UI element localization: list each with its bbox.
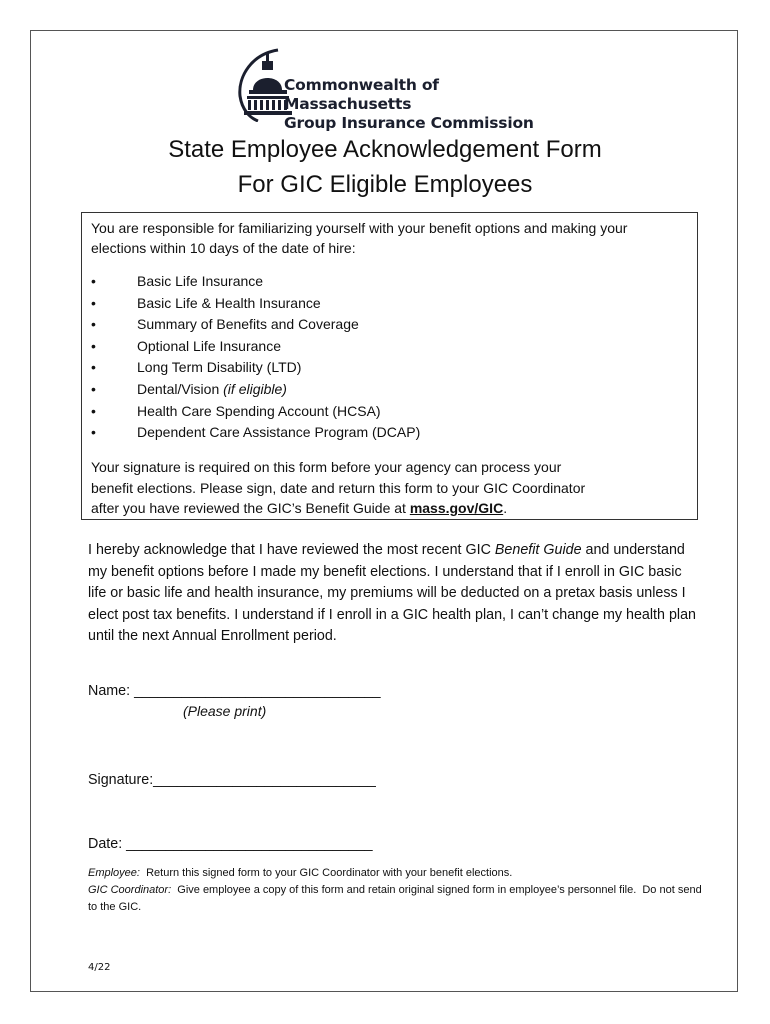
list-item: • Long Term Disability (LTD) — [91, 357, 420, 379]
gic-logo — [238, 44, 558, 132]
bullet-icon: • — [91, 359, 96, 376]
list-item: • Health Care Spending Account (HCSA) — [91, 401, 420, 423]
bullet-icon: • — [91, 294, 96, 311]
bullet-icon: • — [91, 337, 96, 354]
box-intro-text: You are responsible for familiarizing yourself with your benefit options and making your elections within 10 days of the date of hire: — [91, 220, 628, 256]
box-outro-text: Your signature is required on this form before your agency can process your benefit elections. Please sign, date and return this form to your GIC Coordinator after you have reviewed the GIC’s Benefit Guide at mass.gov/GIC. — [91, 459, 586, 516]
org-name-line2: Group Insurance Commission — [284, 114, 534, 132]
acknowledgement-paragraph: I hereby acknowledge that I have reviewed the most recent GIC Benefit Guide and understand my benefit options before I made my benefit elections. I understand that if I enroll in GIC basic life or basic life and health insurance, my premiums will be deducted on a pretax basis unless I elect post tax benefits. I understand if I enroll in a GIC health plan, I can’t change my health plan until the next Annual Enrollment period. — [88, 542, 696, 644]
benefit-options-list — [91, 271, 420, 444]
list-item: • Dental/Vision (if eligible) — [91, 379, 420, 401]
eligibility-note: (if eligible) — [223, 380, 287, 397]
org-name-line1: Commonwealth of Massachusetts — [284, 76, 439, 113]
employee-label: Employee: — [88, 867, 140, 879]
list-item: • Basic Life Insurance — [91, 271, 420, 293]
list-item: • Basic Life & Health Insurance — [91, 293, 420, 315]
benefits-info-box — [81, 212, 698, 520]
date-field[interactable]: Date: _______________________________ — [88, 836, 373, 852]
bullet-icon: • — [91, 380, 96, 397]
name-field[interactable]: Name: _______________________________ — [88, 683, 381, 699]
coordinator-label: GIC Coordinator: — [88, 884, 172, 896]
bullet-icon: • — [91, 316, 96, 333]
form-title: State Employee Acknowledgement Form — [168, 136, 602, 163]
mass-gov-gic-link[interactable]: mass.gov/GIC — [409, 500, 504, 516]
name-hint: (Please print) — [183, 703, 267, 719]
form-subtitle: For GIC Eligible Employees — [237, 171, 533, 198]
benefit-guide-title: Benefit Guide — [494, 542, 582, 558]
list-item: • Dependent Care Assistance Program (DCAP) — [91, 422, 420, 444]
revision-date: 4/22 — [88, 962, 111, 973]
signature-field[interactable]: Signature:____________________________ — [88, 772, 376, 788]
bullet-icon: • — [91, 424, 96, 441]
list-item: • Optional Life Insurance — [91, 336, 420, 358]
instructions-note: Employee: Return this signed form to your GIC Coordinator with your benefit elections. GIC Coordinator: Give employee a copy of this form and retain original signed form in employee’s personnel file. Do not send to the GIC. — [88, 867, 705, 913]
bullet-icon: • — [91, 273, 96, 289]
list-item: • Summary of Benefits and Coverage — [91, 314, 420, 336]
bullet-icon: • — [91, 402, 96, 419]
